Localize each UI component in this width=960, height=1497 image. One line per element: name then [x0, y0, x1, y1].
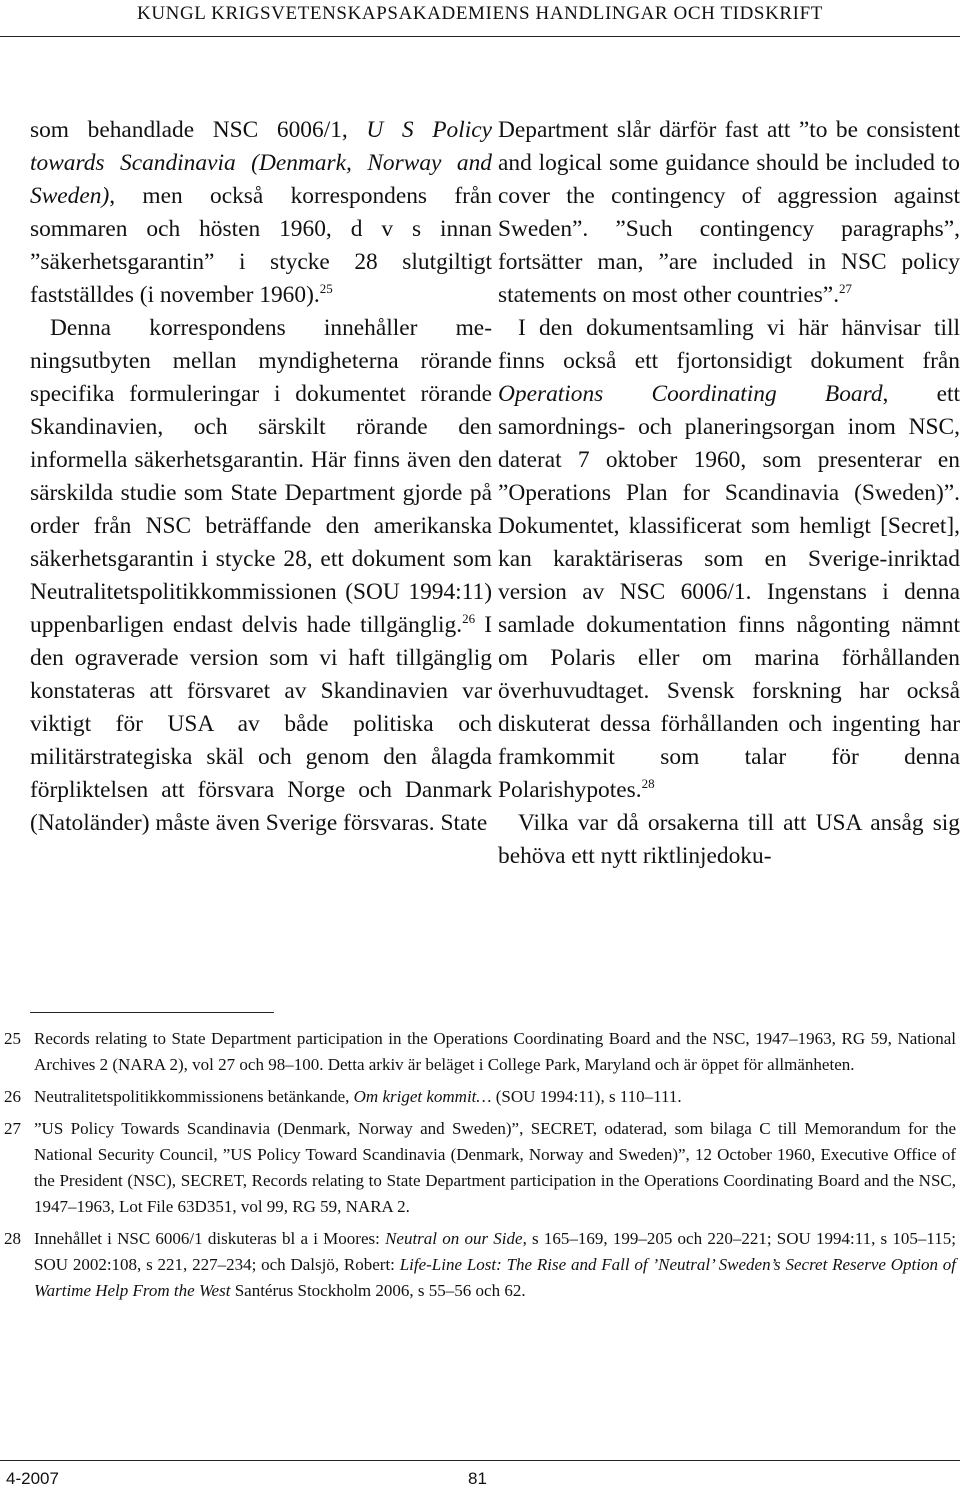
- footnote-number: 25: [4, 1029, 21, 1048]
- organization-name: Operations Coordinating Board: [498, 381, 883, 407]
- footnote-26: [4, 1084, 956, 1110]
- paragraph: Department slår därför fast att ”to be consistent and logical some guidance should be included to cover the contingency of aggression against Sweden”. ”Such contingency paragraphs”, fortsätter man, ”are included in NSC policy statements on most other countries”.$^{27}$: [498, 117, 960, 308]
- footnote-number: 27: [4, 1119, 21, 1138]
- footnote-28: [4, 1226, 956, 1304]
- footnote-ref-25[interactable]: 25: [319, 281, 333, 296]
- issue-number: 4-2007: [6, 1469, 59, 1488]
- page-footer: [0, 1460, 960, 1497]
- right-column: [498, 114, 960, 873]
- paragraph: som behandlade NSC 6006/1, U S Policy towards Scandinavia (Denmark, Norway and Sweden), men också korrespondens från sommaren och hösten 1960, d v s innan ”säkerhetsgarantin” i stycke 28 slutgiltigt fastställdes (i november 1960).$^{25}$: [30, 117, 493, 308]
- document-title: U S Policy towards Scandinavia (Denmark, Norway and Sweden): [30, 117, 493, 209]
- running-header: [0, 0, 960, 37]
- footnote-ref-26[interactable]: 26: [462, 611, 476, 626]
- footnotes: [4, 1026, 956, 1310]
- footnote-number: 26: [4, 1087, 21, 1106]
- footnote-27: [4, 1116, 956, 1220]
- left-column: [30, 114, 492, 840]
- footnote-text: Innehållet i NSC 6006/1 diskuteras bl a i Moores: Neutral on our Side, s 165–169, 199–205 och 220–221; SOU 1994:11, s 105–115; SOU 2002:108, s 221, 227–234; och Dalsjö, Robert: Life-Line Lost: The Rise and Fall of ’Neutral’ Sweden’s Secret Reserve Option of Wartime Help From the West Santérus Stockholm 2006, s 55–56 och 62.: [34, 1229, 956, 1300]
- page-number: 81: [468, 1469, 487, 1488]
- footnote-25: [4, 1026, 956, 1078]
- footnote-ref-28[interactable]: 28: [641, 776, 655, 791]
- paragraph: I den dokumentsamling vi här hänvisar till finns också ett fjortonsidigt dokument från Operations Coordinating Board, ett samordnings- och planeringsorgan inom NSC, daterat 7 oktober 1960, som presenterar en ”Operations Plan for Scandinavia (Sweden)”. Dokumentet, klassificerat som hemligt [Secret], kan karaktäriseras som en Sverige-inriktad version av NSC 6006/1. Ingenstans i denna samlade dokumentation finns någonting nämnt om Polaris eller om marina förhållanden överhuvudtaget. Svensk forskning har också diskuterat dessa förhållanden och ingenting har framkommit som talar för denna Polarishypotes.$^{28}$: [498, 315, 960, 803]
- journal-title: KUNGL KRIGSVETENSKAPSAKADEMIENS HANDLINGAR OCH TIDSKRIFT: [137, 3, 823, 24]
- footnote-number: 28: [4, 1229, 21, 1248]
- footnote-divider: [30, 1012, 274, 1013]
- footnote-text: Neutralitetspolitikkommissionens betänkande, Om kriget kommit… (SOU 1994:11), s 110–111.: [34, 1087, 682, 1106]
- footnote-ref-27[interactable]: 27: [839, 281, 853, 296]
- paragraph: Vilka var då orsakerna till att USA ansåg sig behöva ett nytt riktlinjedoku-: [498, 810, 960, 869]
- paragraph: Denna korrespondens innehåller meningsutbyten mellan myndigheterna rörande specifika formuleringar i dokumentet rörande Skandinavien, och särskilt rörande den informella säkerhetsgarantin. Här finns även den särskilda studie som State Department gjorde på order från NSC beträffande den amerikanska säkerhetsgarantin i stycke 28, ett dokument som Neutralitetspolitikkommissionen (SOU 1994:11) uppenbarligen endast delvis hade tillgänglig.$^{26}$ I den ograverade version som vi haft tillgänglig konstateras att försvaret av Skandinavien var viktigt för USA av både politiska och militärstrategiska skäl och genom den ålagda förpliktelsen att försvara Norge och Danmark (Natoländer) måste även Sverige försvaras. State: [30, 315, 492, 836]
- footnote-text: Records relating to State Department participation in the Operations Coordinating Board and the NSC, 1947–1963, RG 59, National Archives 2 (NARA 2), vol 27 och 98–100. Detta arkiv är beläget i College Park, Maryland och är öppet för allmänheten.: [34, 1029, 956, 1074]
- footnote-text: ”US Policy Towards Scandinavia (Denmark, Norway and Sweden)”, SECRET, odaterad, som bilaga C till Memorandum for the National Security Council, ”US Policy Toward Scandinavia (Denmark, Norway and Sweden)”, 12 October 1960, Executive Office of the President (NSC), SECRET, Records relating to State Department participation in the Operations Coordinating Board and the NSC, 1947–1963, Lot File 63D351, vol 99, RG 59, NARA 2.: [34, 1119, 956, 1216]
